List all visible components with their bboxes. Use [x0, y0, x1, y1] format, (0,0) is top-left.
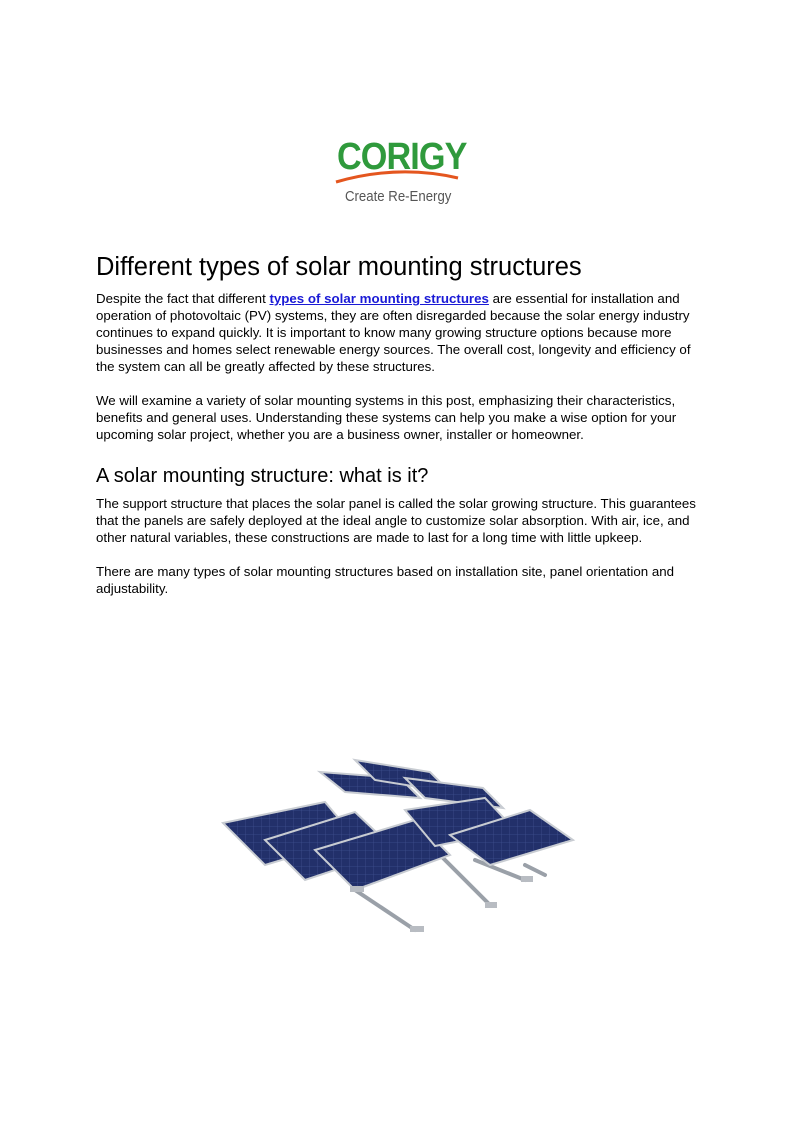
logo-tagline: Create Re-Energy [345, 188, 452, 205]
intro-text-start: Despite the fact that different [96, 291, 270, 306]
types-paragraph: There are many types of solar mounting structures based on installation site, panel orientation and adjustability. [96, 564, 675, 596]
solar-mounting-image [205, 690, 595, 1000]
overview-paragraph: We will examine a variety of solar mounting systems in this post, emphasizing their characteristics, benefits and general uses. Understanding these systems can help you make a wise option for your upcoming solar project, whether you are a business owner, installer or homeowner. [96, 393, 677, 442]
article-title: Different types of solar mounting structures [96, 253, 582, 281]
solar-mounting-types-link[interactable]: types of solar mounting structures [269, 291, 489, 306]
definition-paragraph: The support structure that places the solar panel is called the solar growing structure. This guarantees that the panels are safely deployed at the ideal angle to customize solar absorption. With air, ice, and other natural variables, these constructions are made to last for a long time with little upkeep. [96, 496, 696, 545]
logo-wordmark: CORIGY [337, 136, 467, 178]
section-heading: A solar mounting structure: what is it? [96, 465, 429, 487]
intro-text-end: are essential for installation and operation of photovoltaic (PV) systems, they are often disregarded because the solar energy industry continues to expand quickly. It is important to know many growing structure options because more businesses and homes select renewable energy sources. The overall cost, longevity and efficiency of the system can all be greatly affected by these structures. [96, 291, 691, 374]
corigy-logo [330, 132, 466, 212]
article-body [96, 252, 700, 597]
intro-paragraph [96, 290, 700, 375]
